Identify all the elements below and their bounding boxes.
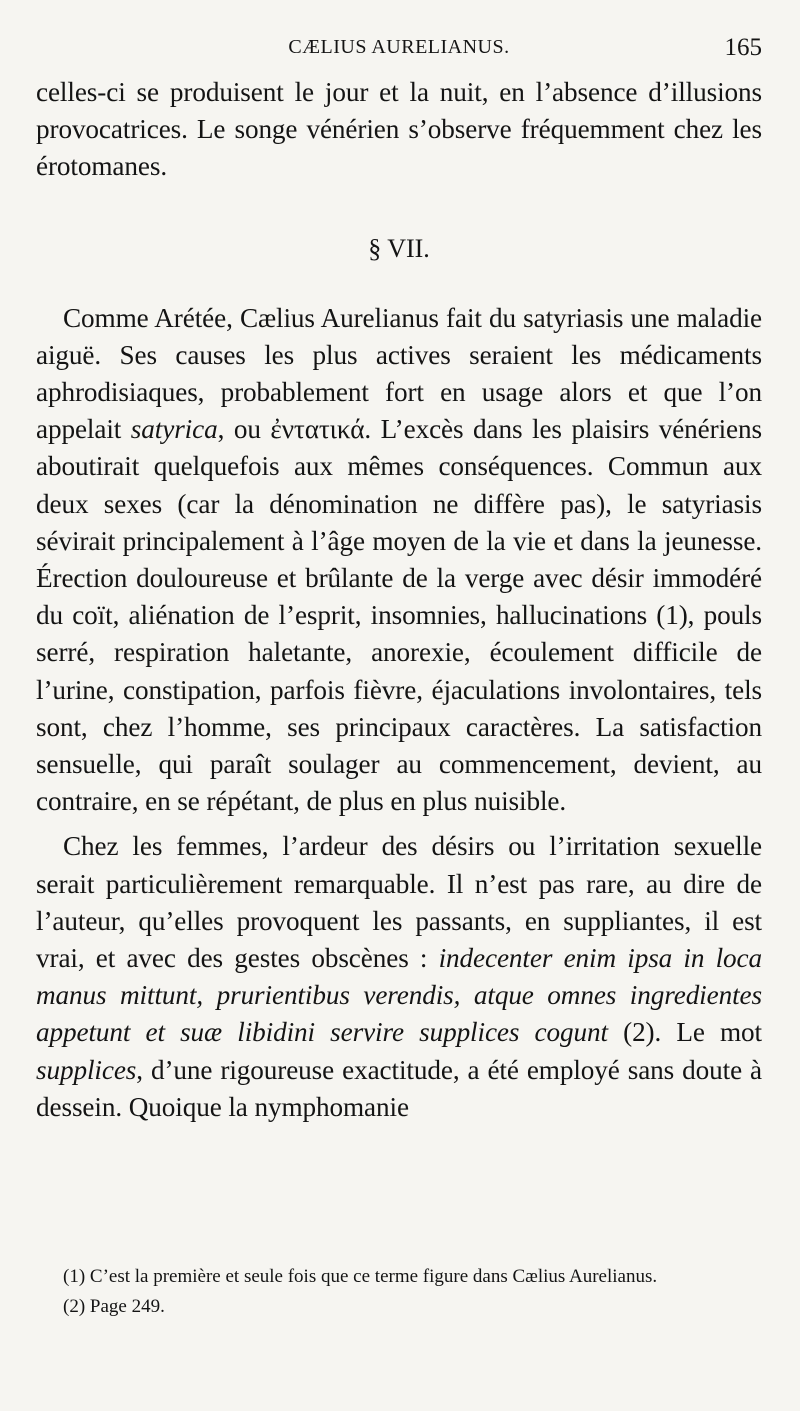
text-run: , d’une rigoureuse exactitude, a été employé sans doute à dessein. Quoique la nymphomanie	[36, 1054, 762, 1122]
paragraph-gap	[36, 820, 762, 828]
section-heading: § VII.	[368, 233, 430, 263]
paragraph-satyriasis	[36, 300, 762, 821]
page-number: 165	[724, 34, 762, 61]
footnote-2: (2) Page 249.	[63, 1296, 165, 1317]
latin-quotation: indecenter enim ipsa in loca manus mittunt, prurientibus verendis, atque omnes ingredientes appetunt et suæ libidini servire supplices cogunt	[36, 943, 762, 1048]
paragraph-continued: celles-ci se produisent le jour et la nuit, en l’absence d’illusions provocatrices. Le songe vénérien s’observe fréquemment chez les érotomanes.	[36, 77, 762, 182]
text-run: Chez les femmes, l’ardeur des désirs ou l’irritation sexuelle serait particulièrement remarquable. Il n’est pas rare, au dire de l’auteur, qu’elles provoquent les passants, en suppliantes, il est vrai, et avec des gestes obscènes :	[36, 831, 762, 974]
page-header	[36, 34, 762, 68]
text-run: . L’excès dans les plaisirs vénériens aboutirait quelquefois aux mêmes conséquences. Commun aux deux sexes (car la dénomination ne diffère pas), le satyriasis sévirait principalement à l’âge moyen de la vie et dans la jeunesse. Érection douloureuse et brûlante de la verge avec désir immodéré du coït, aliénation de l’esprit, insomnies, hallucinations (1), pouls serré, respiration haletante, anorexie, écoulement difficile de l’urine, constipation, parfois fièvre, éjaculations involontaires, tels sont, chez l’homme, ses principaux caractères. La satisfaction sensuelle, qui paraît soulager au commencement, devient, au contraire, en se répétant, de plus en plus nuisible.	[36, 414, 762, 817]
text-run: Comme Arétée, Cælius Aurelianus fait du satyriasis une maladie aiguë. Ses causes les plus actives seraient les médicaments aphrodisiaques, probablement fort en usage alors et que l’on appelait	[36, 302, 762, 445]
main-text	[36, 74, 762, 1126]
running-title: CÆLIUS AURELIANUS.	[288, 36, 510, 58]
italic-term-satyrica: satyrica	[130, 414, 218, 445]
paragraph-nymphomania	[36, 828, 762, 1126]
greek-term: ἐντατικά	[270, 414, 365, 445]
text-run: , ou	[217, 414, 271, 445]
italic-term-supplices: supplices	[36, 1054, 137, 1085]
footnotes	[36, 1262, 762, 1322]
text-run: (2). Le mot	[607, 1017, 762, 1048]
footnote-1: (1) C’est la première et seule fois que ce terme figure dans Cælius Aurelianus.	[63, 1266, 658, 1287]
